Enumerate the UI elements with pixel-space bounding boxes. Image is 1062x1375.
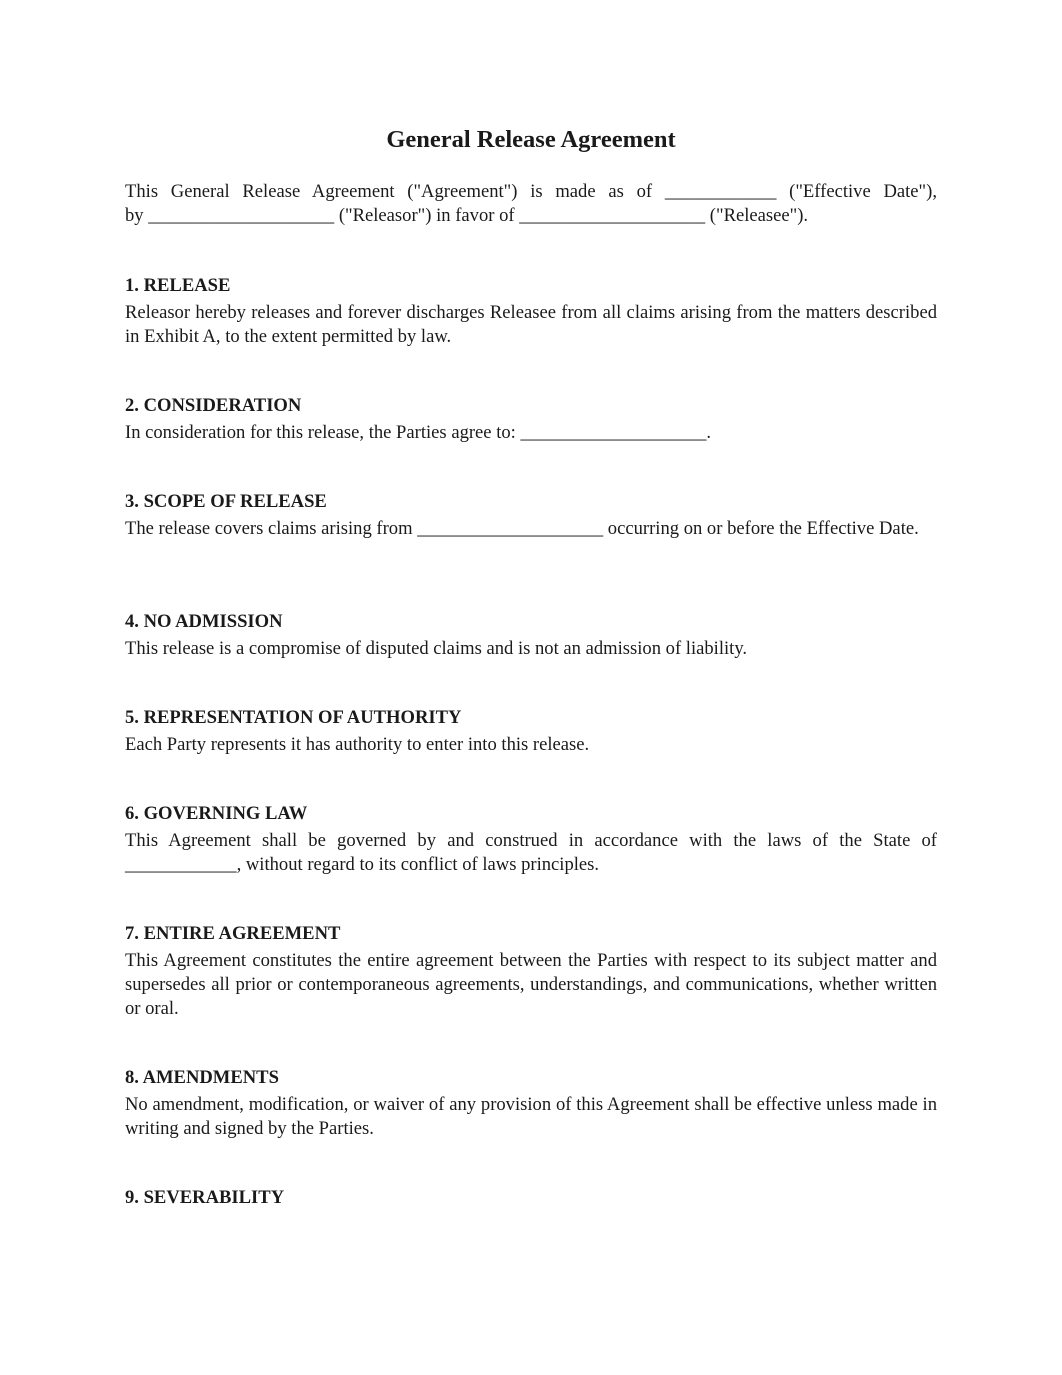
section-heading-no-admission: 4. NO ADMISSION — [125, 611, 283, 632]
section-heading-consideration: 2. CONSIDERATION — [125, 395, 302, 416]
section-body-consideration: In consideration for this release, the Parties agree to: ____________________. — [125, 422, 712, 443]
intro-line-2: by ____________________ ("Releasor") in favor of ____________________ ("Releasee"). — [125, 205, 809, 226]
section-heading-release: 1. RELEASE — [125, 275, 231, 296]
section-body-amendments: No amendment, modification, or waiver of any provision of this Agreement shall be effective unless made in writing and signed by the Parties. — [125, 1094, 937, 1139]
section-body-entire-agreement: This Agreement constitutes the entire agreement between the Parties with respect to its subject matter and supersedes all prior or contemporaneous agreements, understandings, and communications, whether written or oral. — [125, 950, 937, 1019]
section-heading-scope: 3. SCOPE OF RELEASE — [125, 491, 327, 512]
section-body-governing-law: This Agreement shall be governed by and construed in accordance with the laws of the State of ____________, without regard to its conflict of laws principles. — [125, 830, 937, 875]
section-body-release: Releasor hereby releases and forever discharges Releasee from all claims arising from the matters described in Exhibit A, to the extent permitted by law. — [125, 302, 937, 347]
section-heading-entire-agreement: 7. ENTIRE AGREEMENT — [125, 923, 341, 944]
section-heading-governing-law: 6. GOVERNING LAW — [125, 803, 308, 824]
section-heading-amendments: 8. AMENDMENTS — [125, 1067, 279, 1088]
section-body-no-admission: This release is a compromise of disputed claims and is not an admission of liability. — [125, 638, 748, 659]
section-body-scope: The release covers claims arising from ____________________ occurring on or before the Effective Date. — [125, 518, 919, 539]
document-title: General Release Agreement — [386, 126, 676, 153]
section-heading-authority: 5. REPRESENTATION OF AUTHORITY — [125, 707, 462, 728]
intro-paragraph — [125, 180, 937, 228]
section-heading-severability: 9. SEVERABILITY — [125, 1187, 285, 1208]
section-body-authority: Each Party represents it has authority to enter into this release. — [125, 734, 590, 755]
intro-line-1: This General Release Agreement ("Agreement") is made as of ____________ ("Effective Date"), — [125, 181, 937, 202]
